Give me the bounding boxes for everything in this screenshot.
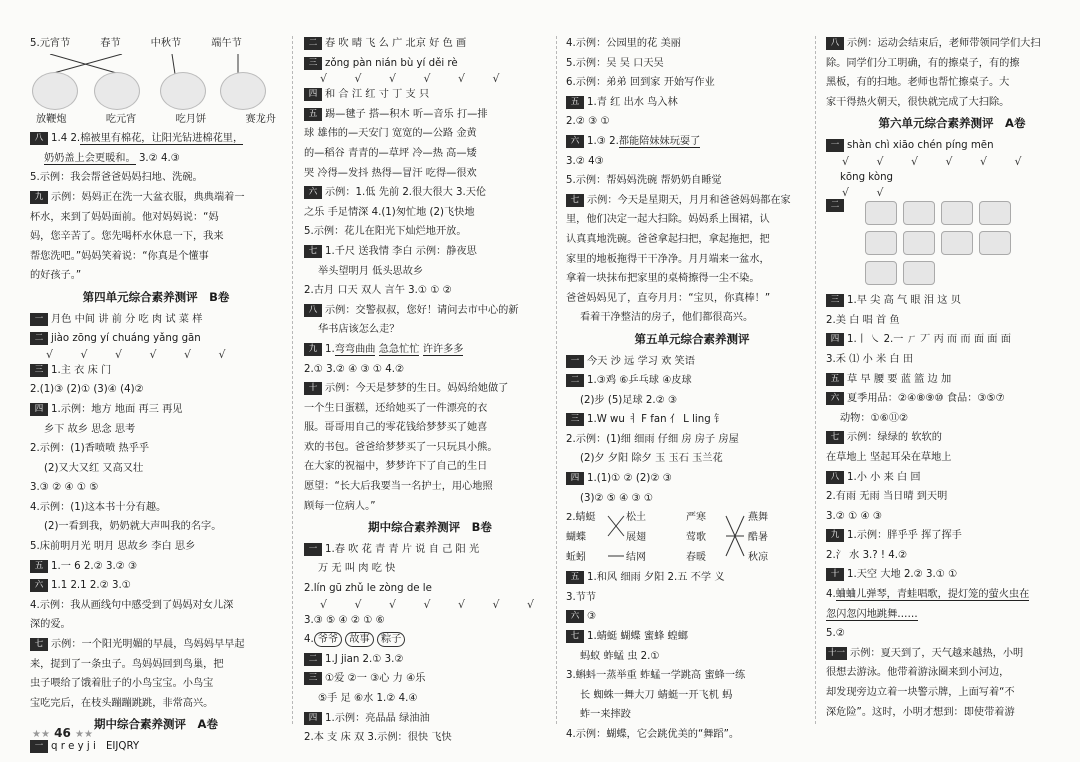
answer-text: 示例：妈妈正在洗一大盆衣服，典典端着一 (51, 191, 245, 203)
answer-line (304, 630, 556, 650)
answer-line: 里，他们决定一起大扫除。妈妈系上围裙，认 (566, 214, 770, 226)
answer-line (304, 540, 556, 560)
answer-line (30, 557, 282, 577)
page-number: 46 (54, 726, 71, 740)
circled-answer: 粽子 (377, 632, 405, 647)
section-badge: 四 (30, 403, 48, 416)
answer-text: q r e y j i EIJQRY (51, 741, 140, 752)
answer-line (826, 136, 1078, 156)
answer-line: 家里的地板拖得干干净净。月月端来一盆水， (566, 253, 770, 265)
answer-line (826, 526, 1078, 546)
answer-text: 春 吹 晴 飞 么 广 北京 好 色 画 (325, 38, 467, 49)
answer-line (826, 34, 1078, 54)
answer-line: 4.示例：(1)这本书十分有趣。 (30, 501, 167, 513)
answer-text: 示例：今天是梦梦的生日。妈妈给她做了 (325, 383, 509, 395)
watermelon-picture (903, 201, 935, 225)
answer-line (826, 605, 1078, 625)
answer-line: 哭 冷得—发抖 热得—冒汗 吃得—很欢 (304, 167, 477, 179)
section-badge: 六 (304, 186, 322, 199)
page-footer (32, 726, 93, 740)
section-badge: 十一 (828, 647, 846, 658)
answer-line (304, 105, 556, 125)
answer-text: 1.示例：胖乎乎 挥了挥手 (847, 530, 962, 542)
activity-labels-row (30, 110, 282, 130)
answer-line (304, 34, 556, 54)
answer-text: 1.4 (51, 133, 68, 145)
answer-line (566, 132, 818, 152)
answer-line: 家干得热火朝天，很快就完成了大扫除。 (826, 96, 1010, 108)
section-badge: 九 (826, 529, 844, 542)
answer-text: 1.主 衣 床 门 (51, 364, 112, 376)
answer-line (304, 242, 556, 262)
answer-line (304, 379, 556, 399)
answer-line (566, 469, 818, 489)
circled-answer: 爷爷 (314, 632, 342, 647)
section-badge: 三 (304, 672, 322, 685)
answer-line (826, 389, 1078, 409)
answer-text: 和 合 江 红 寸 丁 支 只 (325, 89, 430, 101)
section-badge: 四 (304, 88, 322, 101)
answer-text: 1.W wu ㅕ F fan 亻 L ling 钅 (587, 414, 725, 426)
answer-line (826, 428, 1078, 448)
festival-label: 中秋节 (150, 38, 182, 49)
answer-line (566, 191, 818, 211)
check-marks: √ √ √ √ √ √ √ (320, 598, 547, 611)
answer-line: 3.蝌蚪一蒸举重 蚱蜢一学跳高 蜜蜂一练 (566, 670, 746, 682)
answer-line: 2.① 3.② ④ ③ ① 4.② (304, 363, 405, 375)
column-4 (826, 34, 1078, 722)
answer-line: 2.示例：(1)细 细雨 仔细 房 房子 房屋 (566, 433, 739, 445)
section-badge: 七 (826, 431, 844, 444)
section-badge: 九 (304, 343, 322, 356)
check-marks: √ √ √ √ √ √ (320, 73, 512, 86)
column-divider (292, 36, 293, 724)
answer-line: 除。同学们分工明确，有的擦桌子，有的擦 (826, 57, 1020, 69)
matching-exercise (566, 508, 818, 568)
match-item: 松土 (626, 512, 646, 524)
answer-line (566, 607, 818, 627)
answer-text: 示例：交警叔叔，您好！请问去市中心的新 (325, 304, 519, 316)
answer-line (304, 301, 556, 321)
section-badge: 八 (30, 132, 48, 145)
answer-line (826, 291, 1078, 311)
pinyin-text: kōng kòng (840, 171, 893, 183)
answer-line: 深危险”。这时，小明才想到：即使带着游 (826, 706, 1015, 718)
underlined-answer: 许许多多 (422, 343, 464, 355)
section-8 (30, 129, 282, 149)
answer-line (566, 410, 818, 430)
section-badge: 七 (30, 638, 48, 651)
mooncake-picture (160, 72, 206, 110)
bread-picture (979, 231, 1011, 255)
activity-label: 赛龙舟 (245, 113, 276, 125)
festival-matching-illustration (30, 54, 282, 110)
star-icon: ★★ (32, 729, 50, 740)
match-item: 酷暑 (748, 532, 768, 544)
column-1 (30, 34, 282, 757)
match-column-right (748, 508, 768, 568)
answer-line: 却发现旁边立着一块警示牌，上面写着“不 (826, 687, 1015, 699)
underlined-answer: 蛐蛐儿弹琴，青蛙唱歌，提灯笼的萤火虫在 (835, 589, 1030, 601)
check-marks: √ √ √ √ √ √ (46, 348, 238, 361)
circled-answer: 故事 (345, 632, 373, 647)
answer-line (566, 568, 818, 588)
answer-line: 顾每一位病人。” (304, 500, 376, 512)
answer-text: 1.一 6 2.② 3.② ③ (51, 560, 138, 572)
pinyin-text: jiào zōng yí chuáng yǎng gān (51, 333, 201, 345)
section-badge: 九 (30, 191, 48, 204)
match-item: 2.蜻蜓 (566, 512, 596, 524)
answer-line: 2.氵 水 3.? ! 4.② (826, 549, 908, 561)
answer-line: 一个生日蛋糕，还给她买了一件漂亮的衣 (304, 402, 488, 414)
answer-line: 3.③ ⑤ ④ ② ① ⑥ (304, 614, 385, 626)
answer-line: 宝吃完后，在枝头蹦蹦跳跳，非常高兴。 (30, 697, 214, 709)
answer-text: 示例：绿绿的 软软的 (847, 432, 942, 444)
answer-line (304, 709, 556, 729)
section-badge: 二 (304, 37, 322, 50)
match-item: 燕舞 (748, 512, 768, 524)
underlined-answer: 奶奶盖上会更暖和。 (44, 152, 136, 164)
answer-line: 妈，您辛苦了。您先喝杯水休息一下，我来 (30, 231, 224, 243)
answer-line: 4.示例：我从画线句中感受到了妈妈对女儿深 (30, 599, 234, 611)
section-badge: 一 (566, 355, 584, 368)
answer-text: 1.小 小 来 白 回 (847, 471, 921, 483)
ice-cream-picture (941, 231, 973, 255)
hat-picture (903, 261, 935, 285)
section-badge: 二 (826, 199, 844, 212)
section-badge: 四 (566, 472, 584, 485)
dragon-boat-picture (220, 72, 266, 110)
answer-line: 2.(1)③ (2)① (3)④ (4)② (30, 384, 144, 396)
festival-label: 春节 (100, 38, 121, 49)
section-badge: 八 (304, 304, 322, 317)
answer-text: 1.青 红 出水 鸟入林 (587, 96, 678, 108)
answer-line (30, 635, 282, 655)
section-badge: 二 (304, 653, 322, 666)
match-column-mid1 (626, 508, 646, 568)
answer-line: 在草地上 坚起耳朵在草地上 (826, 451, 952, 463)
match-item: 严寒 (686, 512, 706, 524)
section-badge: 三 (826, 294, 844, 307)
answer-line (30, 310, 282, 330)
match-column-left (566, 508, 596, 568)
answer-line: 的—稻谷 青青的—草坪 冷—热 高—矮 (304, 147, 477, 159)
answer-line: 2.示例：(1)香喷喷 热乎乎 (30, 443, 150, 455)
answer-line: 在大家的祝福中，梦梦许下了自己的生日 (304, 461, 488, 473)
question-5-label: 5.元宵节 (30, 38, 71, 49)
answer-line: 举头望明月 低头思故乡 (318, 265, 424, 277)
answer-line: 认真真地洗碗。爸爸拿起扫把，拿起拖把，把 (566, 233, 770, 245)
section-heading: 第四单元综合素养测评 B卷 (82, 289, 230, 304)
answer-line: 5.示例：我会帮爸爸妈妈扫地、洗碗。 (30, 172, 203, 184)
answer-line (826, 565, 1078, 585)
firecracker-picture (32, 72, 78, 110)
section-badge: 一 (826, 139, 844, 152)
answer-text: 今天 沙 远 学习 欢 笑语 (587, 355, 695, 367)
answer-line: 3.② 4③ (566, 155, 604, 167)
answer-text: 1.蜻蜓 蝴蝶 蜜蜂 蝗螂 (587, 631, 688, 643)
yuanxiao-picture (94, 72, 140, 110)
section-badge: 五 (304, 108, 322, 121)
section-badge: 二 (566, 374, 584, 387)
section-badge: 四 (826, 333, 844, 346)
answer-line: 5.床前明月光 明月 思故乡 李白 思乡 (30, 541, 196, 553)
answer-line: 愿望：“长大后我要当一名护士，用心地照 (304, 481, 493, 493)
section-badge: 四 (304, 712, 322, 725)
answer-text: 示例：一个阳光明媚的早晨，鸟妈妈早早起 (51, 639, 245, 651)
answer-text: 2. (70, 133, 81, 145)
section-heading: 期中综合素养测评 B卷 (368, 520, 492, 535)
answer-line: 5.② (826, 628, 845, 640)
answer-line (566, 93, 818, 113)
answer-line: 帮您洗吧。”妈妈笑着说：“你真是个懂事 (30, 250, 209, 262)
underlined-answer: 弯弯曲曲 (334, 343, 376, 355)
answer-text: 夏季用品：②④⑧⑨⑩ 食品：③⑤⑦ (847, 393, 1005, 405)
section-badge: 七 (566, 630, 584, 643)
section-badge: 一 (30, 740, 48, 753)
answer-line (304, 650, 556, 670)
activity-label: 吃月饼 (175, 113, 207, 125)
answer-line: (2)又大又红 又高又壮 (44, 462, 144, 474)
underlined-answer: 急急忙忙 (378, 343, 420, 355)
answer-text: 示例：今天是星期天，月月和爸爸妈妈都在家 (587, 194, 791, 206)
dog-picture (865, 261, 897, 285)
answer-line: 2.② ③ ① (566, 116, 610, 128)
column-2 (304, 34, 556, 748)
answer-line (826, 370, 1078, 390)
answer-line: 长 蜘蛛一舞大刀 蜻蜓一开飞机 蚂 (580, 689, 733, 701)
answer-line: 华书店该怎么走？ (318, 324, 400, 336)
section-heading: 第六单元综合素养测评 A卷 (878, 116, 1026, 131)
answer-line: 动物：①⑥⑪② (840, 412, 909, 424)
section-badge: 六 (30, 579, 48, 592)
answer-text: 1.千尺 送我情 李白 示例：静夜思 (325, 245, 477, 257)
answer-text: 1.春 吹 花 青 青 片 说 自 己 阳 光 (325, 543, 480, 555)
answer-line (826, 585, 1078, 605)
activity-label: 吃元宵 (105, 113, 137, 125)
answer-text: 踢—毽子 搭—积木 听—音乐 打—排 (325, 108, 488, 120)
answer-text: 草 早 腰 要 蓝 篮 边 加 (847, 373, 952, 385)
answer-text: 4. (826, 589, 836, 601)
answer-line: (3)② ⑤ ④ ③ ① (580, 492, 654, 504)
answer-line: 蚱一来摔跤 (580, 709, 631, 721)
section-badge: 一 (304, 543, 322, 556)
answer-text: 1.1 2.1 2.② 3.① (51, 580, 131, 592)
section-heading: 期中综合素养测评 A卷 (94, 717, 218, 732)
column-divider (556, 36, 557, 724)
section-badge: 一 (30, 313, 48, 326)
answer-line: 爸爸妈妈见了，直夸月月：“宝贝，你真棒！” (566, 292, 771, 304)
pinyin-text: shàn chì xiāo chén píng mēn (847, 139, 994, 151)
check-marks: √ √ (842, 187, 896, 200)
match-item: 秋凉 (748, 552, 768, 564)
section-badge: 七 (304, 245, 322, 258)
laptop-picture (941, 201, 973, 225)
answer-text: 示例：夏天到了，天气越来越热，小明 (850, 647, 1024, 659)
match-item: 展翅 (626, 532, 646, 544)
answer-line: 服。哥哥用自己的零花钱给梦梦买了她喜 (304, 422, 488, 434)
answer-line (30, 329, 282, 349)
answer-line: ⑤手 足 ⑥水 1.② 4.④ (318, 693, 418, 704)
section-badge: 六 (826, 392, 844, 405)
answer-line: 之乐 手足情深 4.(1)匆忙地 (2)飞快地 (304, 206, 475, 218)
answer-line (826, 330, 1078, 350)
answer-line (30, 576, 282, 596)
section-badge: 七 (566, 194, 584, 207)
section-badge: 三 (304, 57, 322, 70)
answer-line (304, 54, 556, 74)
section-badge: 五 (566, 571, 584, 584)
answer-text: 1.③ 2. (587, 135, 619, 147)
festival-labels-row (30, 34, 282, 54)
answer-line (30, 149, 282, 169)
cat-picture (903, 231, 935, 255)
answer-line: 4.示例：蝴蝶，它会跳优美的“舞蹈”。 (566, 729, 740, 740)
answer-line (30, 361, 282, 381)
answer-line: 2.有雨 无雨 当日晴 到天明 (826, 491, 948, 503)
match-item: 莺歌 (686, 532, 706, 544)
answer-line (304, 85, 556, 105)
answer-line: (2)夕 夕阳 除夕 玉 玉石 玉兰花 (580, 453, 723, 465)
answer-line: 5.示例：吴 吴 口天吴 (566, 57, 664, 69)
answer-line: 5.示例：帮妈妈洗碗 帮奶奶自睡觉 (566, 175, 722, 187)
answer-line: (2)一看到我，奶奶就大声叫我的名字。 (44, 521, 222, 533)
match-item: 春暖 (686, 552, 706, 564)
section-badge: 六 (566, 610, 584, 623)
answer-text: 1.早 尖 高 气 眼 泪 这 贝 (847, 295, 961, 307)
crab-picture (979, 201, 1011, 225)
answer-line: 的好孩子。” (30, 270, 82, 282)
section-badge: 十 (826, 568, 844, 581)
answer-line: (2)步 (5)足球 2.② ③ (580, 394, 678, 406)
answer-text: 4. (304, 634, 314, 646)
star-icon: ★★ (75, 729, 93, 740)
match-column-mid2 (686, 508, 706, 568)
match-item: 蚯蚓 (566, 552, 586, 564)
answer-line: 球 雄伟的—天安门 宽宽的—公路 金黄 (304, 128, 477, 140)
answer-line: 4.示例：公园里的花 美丽 (566, 38, 681, 49)
answer-line (566, 352, 818, 372)
answer-line: 虫子喂给了饿着肚子的小鸟宝宝。小鸟宝 (30, 678, 214, 690)
answer-line: 拿着一块抹布把家里的桌椅擦得一尘不染。 (566, 273, 760, 285)
underlined-answer: 忽闪忽闪地跳舞…… (826, 608, 918, 620)
check-marks: √ √ √ √ √ √ (842, 155, 1034, 168)
answer-line: 万 无 叫 肉 吃 快 (318, 563, 396, 575)
answer-line (304, 669, 556, 689)
answer-line: 6.示例：弟弟 回到家 开始写作业 (566, 77, 715, 89)
answer-line (30, 400, 282, 420)
answer-line: 黑板，有的扫地。老师也帮忙擦桌子。大 (826, 77, 1010, 89)
answer-text: 1.(1)① ② (2)② ③ (587, 473, 672, 485)
section-badge: 三 (566, 413, 584, 426)
section-9 (30, 188, 282, 208)
answer-line: 欢的书包。爸爸给梦梦买了一只玩具小熊。 (304, 441, 498, 453)
answer-line: 2.美 白 唱 首 鱼 (826, 314, 900, 326)
answer-text: ③ (587, 611, 597, 623)
section-badge: 五 (30, 560, 48, 573)
answer-text: 1.J jian 2.① 3.② (325, 653, 404, 665)
answer-text: 1.示例：亮晶晶 绿油油 (325, 712, 430, 724)
classification-pictures (847, 201, 1015, 285)
pinyin-text: zǒng pàn nián bù yí děi rè (325, 57, 458, 69)
pinyin-text: 2.lín gū zhǔ le zòng de le (304, 583, 432, 595)
answer-line (826, 644, 1078, 664)
answer-text: 3.② 4.③ (138, 152, 180, 164)
section-badge: 十 (304, 382, 322, 395)
answer-line: 深的爱。 (30, 619, 71, 631)
answer-text: 示例：1.低 先前 2.很大很大 3.天伦 (325, 187, 487, 199)
answer-line: 3.禾 ⑴ 小 米 白 田 (826, 353, 914, 365)
answer-line (826, 468, 1078, 488)
answer-line: 杯水，来到了妈妈面前。他对妈妈说：“妈 (30, 211, 219, 223)
activity-label: 放鞭炮 (36, 113, 67, 125)
section-2-pictures (826, 199, 1078, 291)
answer-line: 很想去游泳。他带着游泳圈来到小河边， (826, 667, 1010, 679)
answer-line: 3.② ① ④ ③ (826, 510, 882, 522)
answer-text: 月色 中间 讲 前 分 吃 肉 试 菜 样 (51, 313, 203, 325)
underlined-answer: 都能陪妹妹玩耍了 (618, 135, 701, 147)
section-badge: 三 (30, 364, 48, 377)
answer-line (566, 371, 818, 391)
festival-label: 端午节 (211, 38, 242, 49)
answer-line (566, 627, 818, 647)
answer-line: 看着干净整洁的房子，他们都很高兴。 (580, 312, 754, 324)
answer-line: 蚂蚁 蚱蜢 虫 2.① (580, 650, 660, 662)
answer-text: ①爱 ②一 ③心 力 ④乐 (325, 673, 426, 685)
section-badge: 六 (566, 135, 584, 148)
answer-line (304, 340, 556, 360)
answer-line: 2.古月 口天 双人 言午 3.① ① ② (304, 285, 452, 297)
section-badge: 八 (826, 471, 844, 484)
section-badge: 二 (30, 332, 48, 345)
answer-text: 1.丨 ㇏ 2.一 ㄏ 丆 丙 而 而 面 面 面 (847, 334, 1011, 346)
section-badge: 八 (826, 37, 844, 50)
section-badge: 五 (826, 373, 844, 386)
match-item: 蝴蝶 (566, 532, 586, 544)
answer-text: 1.和风 细雨 夕阳 2.五 不学 义 (587, 572, 725, 584)
column-3 (566, 34, 818, 745)
match-item: 结网 (626, 552, 646, 564)
answer-line: 2.本 支 床 双 3.示例：很快 飞快 (304, 732, 452, 744)
answer-line (304, 183, 556, 203)
answer-line: 来，捉到了一条虫子。鸟妈妈回到鸟巢，把 (30, 658, 224, 670)
section-badge: 五 (566, 96, 584, 109)
answer-line: 5.示例：花儿在阳光下灿烂地开放。 (304, 226, 467, 238)
answer-line: 乡下 故乡 思念 思考 (44, 423, 136, 435)
answer-text: 1.示例：地方 地面 再三 再见 (51, 403, 183, 415)
answer-text: 1. (325, 343, 335, 355)
answer-text: 1.天空 大地 2.② 3.① ① (847, 569, 958, 581)
answer-text: 示例：运动会结束后，老师带领同学们大扫 (847, 38, 1041, 49)
umbrella-picture (865, 231, 897, 255)
fan-picture (865, 201, 897, 225)
answer-line: 3.③ ② ④ ① ⑤ (30, 482, 99, 494)
answer-text: 1.③鸡 ⑥乒乓球 ④皮球 (587, 375, 692, 387)
underlined-answer: 棉被里有棉花，让阳光钻进棉花里， (80, 133, 244, 145)
section-heading: 第五单元综合素养测评 (634, 331, 750, 346)
answer-line: 3.节节 (566, 591, 597, 603)
